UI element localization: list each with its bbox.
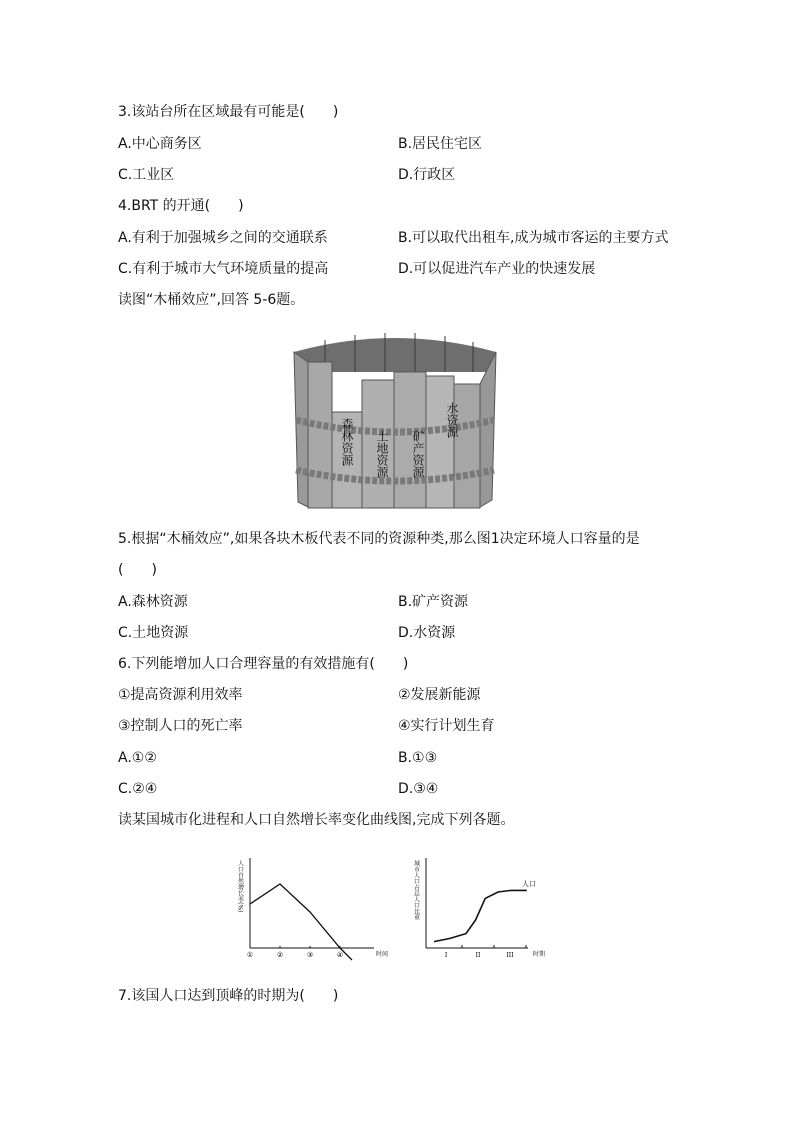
x-axis-label: 时间 — [376, 951, 389, 958]
growth-rate-chart — [234, 850, 398, 966]
x-tick-label: ③ — [306, 951, 314, 959]
x-tick-label: ① — [246, 951, 254, 959]
y-axis-label: 人口自然增长率(%) — [236, 860, 244, 913]
bucket-intro: 读图“木桶效应”,回答 5-6题。 — [118, 292, 305, 308]
q4-option-d: D.可以促进汽车产业的快速发展 — [398, 261, 596, 277]
bucket-label-forest: 森林资源 — [340, 418, 354, 466]
q4-option-c: C.有利于城市大气环境质量的提高 — [118, 261, 329, 277]
growth-rate-line — [250, 884, 352, 960]
q3-option-b: B.居民住宅区 — [398, 136, 483, 152]
x-tick-label: ④ — [336, 951, 344, 959]
bucket-label-land: 土地资源 — [375, 430, 389, 478]
q3-stem: 3.该站台所在区域最有可能是( ) — [118, 104, 339, 120]
q6-option-c: C.②④ — [118, 781, 158, 797]
urbanization-curve — [434, 890, 527, 941]
q4-option-b: B.可以取代出租车,成为城市客运的主要方式 — [398, 230, 669, 246]
curve-label: 人口 — [522, 880, 536, 888]
q6-item-3: ③控制人口的死亡率 — [118, 718, 243, 734]
x-tick-label: ② — [276, 951, 284, 959]
q3-option-d: D.行政区 — [398, 167, 456, 183]
bucket-label-mineral: 矿产资源 — [411, 430, 425, 478]
q6-item-1: ①提高资源利用效率 — [118, 687, 243, 703]
q3-option-c: C.工业区 — [118, 167, 175, 183]
q4-option-a: A.有利于加强城乡之间的交通联系 — [118, 230, 328, 246]
q7-stem: 7.该国人口达到顶峰的时期为( ) — [118, 988, 339, 1004]
q6-option-d: D.③④ — [398, 781, 439, 797]
q6-item-4: ④实行计划生育 — [398, 718, 495, 734]
q5-option-d: D.水资源 — [398, 625, 456, 641]
q6-stem: 6.下列能增加人口合理容量的有效措施有( ) — [118, 656, 409, 672]
q5-option-b: B.矿产资源 — [398, 594, 469, 610]
q5-option-a: A.森林资源 — [118, 594, 188, 610]
q6-item-2: ②发展新能源 — [398, 687, 481, 703]
q5-stem-line2: ( ) — [118, 562, 157, 578]
x-tick-label: I — [444, 952, 448, 959]
charts-intro: 读某国城市化进程和人口自然增长率变化曲线图,完成下列各题。 — [118, 812, 515, 828]
q6-option-a: A.①② — [118, 750, 157, 766]
q3-option-a: A.中心商务区 — [118, 136, 202, 152]
urbanization-chart — [408, 850, 558, 966]
q4-stem: 4.BRT 的开通( ) — [118, 198, 244, 214]
y-axis-label: 城市人口占总人口比重 — [412, 860, 420, 920]
q6-option-b: B.①③ — [398, 750, 438, 766]
x-axis-label: 时期 — [533, 951, 546, 958]
q5-option-c: C.土地资源 — [118, 625, 189, 641]
q5-stem-line1: 5.根据“木桶效应”,如果各块木板代表不同的资源种类,那么图1决定环境人口容量的是 — [118, 531, 640, 547]
bucket-label-water: 水资源 — [445, 402, 459, 438]
x-tick-label: II — [475, 952, 481, 959]
x-tick-label: III — [506, 952, 514, 959]
wooden-bucket-figure — [290, 332, 500, 510]
